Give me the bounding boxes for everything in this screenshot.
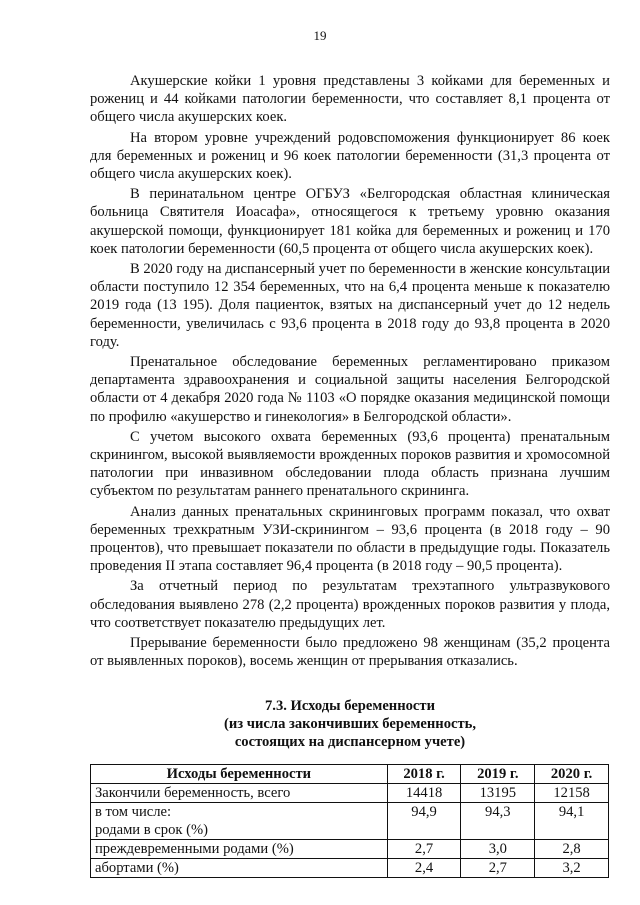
row-label: Закончили беременность, всего: [91, 783, 388, 802]
paragraph: В 2020 году на диспансерный учет по беременности в женские консультации области поступило 12 354 беременных, что на 6,4 процента меньше к показателю 2019 года (13 195). Доля пациенток, взятых на диспансерный учет до 12 недель беременности, увеличилась с 93,6 процента в 2018 году до 93,8 процента в 2020 году.: [90, 261, 610, 350]
column-header: 2020 г.: [535, 764, 609, 783]
table-cell: 14418: [387, 783, 461, 802]
section-title: [90, 697, 610, 751]
table-cell: 94,3: [461, 802, 535, 839]
row-label-line: родами в срок (%): [95, 821, 208, 838]
table-cell: 2,7: [461, 858, 535, 877]
column-header: 2019 г.: [461, 764, 535, 783]
row-label: преждевременными родами (%): [91, 839, 388, 858]
column-header: 2018 г.: [387, 764, 461, 783]
row-label: абортами (%): [91, 858, 388, 877]
paragraph: Акушерские койки 1 уровня представлены 3 койками для беременных и рожениц и 44 койками патологии беременности, что составляет 8,1 процента от общего числа акушерских коек.: [90, 73, 610, 126]
table-row: [91, 839, 609, 858]
paragraph: Пренатальное обследование беременных регламентировано приказом департамента здравоохранения и социальной защиты населения Белгородской области от 4 декабря 2020 года № 1103 «О порядке оказания медицинской помощи по профилю «акушерство и гинекология» в Белгородской области».: [90, 354, 610, 425]
section-title-line: состоящих на диспансерном учете): [234, 733, 466, 750]
paragraph: С учетом высокого охвата беременных (93,6 процента) пренатальным скринингом, высокой выявляемости врожденных пороков развития и хромосомной патологии при инвазивном обследовании плода область признана лучшим субъектом по результатам раннего пренатального скрининга.: [90, 428, 610, 500]
row-label: [91, 802, 388, 839]
document-body: [90, 72, 610, 878]
table-cell: 2,4: [387, 858, 461, 877]
section-title-line: (из числа закончивших беременность,: [223, 715, 477, 732]
paragraph: Прерывание беременности было предложено 98 женщинам (35,2 процента от выявленных пороков), восемь женщин от прерывания отказались.: [90, 635, 610, 670]
paragraph: За отчетный период по результатам трехэтапного ультразвукового обследования выявлено 278 (2,2 процента) врожденных пороков развития у плода, что соответствует показателю предыдущих лет.: [90, 578, 610, 631]
table-cell: 2,8: [535, 839, 609, 858]
table-cell: 2,7: [387, 839, 461, 858]
table-row: [91, 802, 609, 839]
table-row: [91, 858, 609, 877]
table-cell: 94,9: [387, 802, 461, 839]
column-header: Исходы беременности: [91, 764, 388, 783]
table-cell: 94,1: [535, 802, 609, 839]
table-cell: 3,0: [461, 839, 535, 858]
pregnancy-outcomes-table: [90, 764, 609, 878]
table-cell: 12158: [535, 783, 609, 802]
paragraph: Анализ данных пренатальных скрининговых программ показал, что охват беременных трехкратным УЗИ-скринингом – 93,6 процента (в 2018 году – 90 процентов), что превышает показатели по области в предыдущие годы. Показатель проведения II этапа составляет 96,4 процента (в 2018 году – 90,5 процента).: [90, 503, 610, 575]
table-header-row: [91, 764, 609, 783]
table-cell: 13195: [461, 783, 535, 802]
paragraph: В перинатальном центре ОГБУЗ «Белгородская областная клиническая больница Святителя Иоасафа», относящегося к третьему уровню оказания акушерской помощи, функционирует 181 койка для беременных и рожениц и 170 коек патологии беременности (60,5 процента от общего числа акушерских коек).: [90, 186, 610, 257]
page-number: 19: [313, 28, 327, 43]
table-row: [91, 783, 609, 802]
table-cell: 3,2: [535, 858, 609, 877]
row-label-line: в том числе:: [95, 803, 172, 820]
section-title-line: 7.3. Исходы беременности: [265, 697, 435, 714]
paragraph: На втором уровне учреждений родовспоможения функционирует 86 коек для беременных и рожениц и 96 коек патологии беременности (31,3 процента от общего числа акушерских коек).: [90, 129, 610, 183]
